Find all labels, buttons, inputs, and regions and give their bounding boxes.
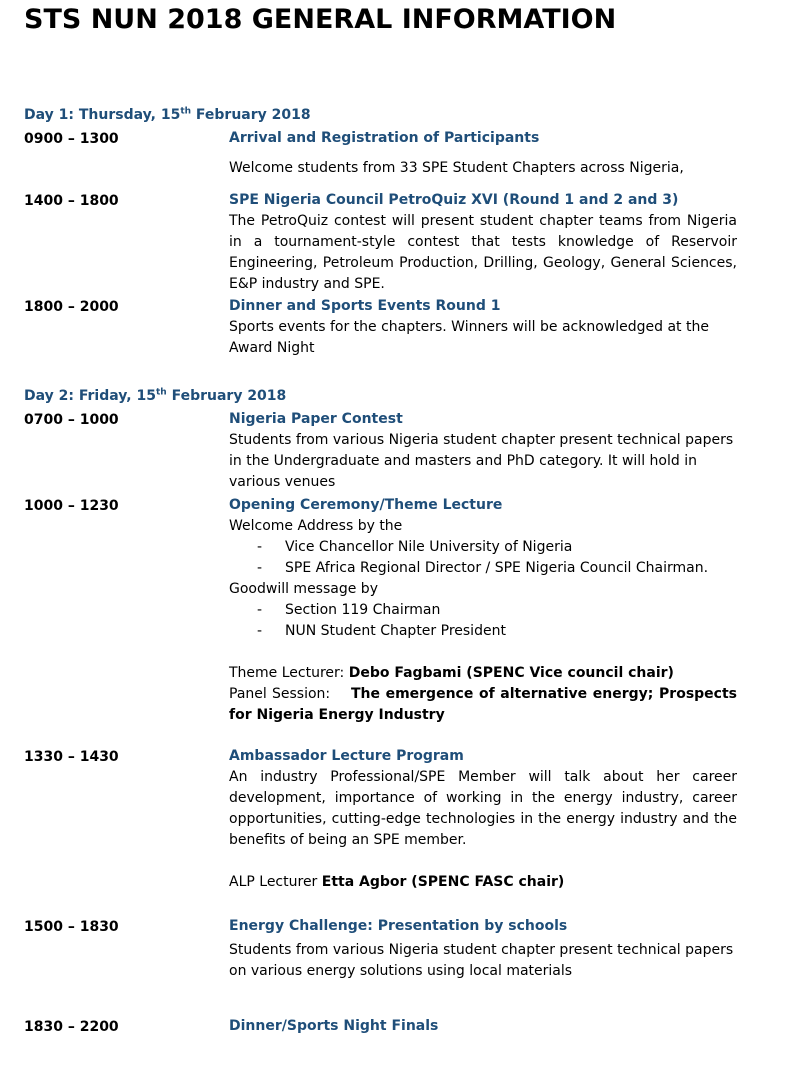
session-description: Students from various Nigeria student chapter present technical papers in the Undergraduate and masters and PhD category. It will hold in various venues [229, 432, 734, 490]
session-ambassador-lecture [229, 746, 737, 893]
session-energy-challenge [229, 916, 737, 982]
list-item: - NUN Student Chapter President [257, 623, 506, 639]
session-heading: Arrival and Registration of Participants [229, 130, 540, 146]
session-time: 1500 – 1830 [24, 919, 119, 935]
day-1-heading: Day 1: Thursday, 15th February 2018 [24, 106, 311, 123]
session-heading: Opening Ceremony/Theme Lecture [229, 497, 503, 513]
day-2-heading: Day 2: Friday, 15th February 2018 [24, 387, 287, 404]
panel-session: Panel Session: The emergence of alternative energy; Prospects for Nigeria Energy Industry [229, 686, 737, 723]
session-heading: Nigeria Paper Contest [229, 411, 403, 427]
session-dinner-sports [229, 296, 737, 359]
session-description: The PetroQuiz contest will present student chapter teams from Nigeria in a tournament-style contest that tests knowledge of Reservoir Engineering, Petroleum Production, Drilling, Geology, General Sciences, E&P industry and SPE. [229, 213, 737, 292]
goodwill-message-label: Goodwill message by [229, 581, 378, 597]
session-time: 1830 – 2200 [24, 1019, 119, 1035]
session-heading: Dinner/Sports Night Finals [229, 1018, 439, 1034]
session-description: Welcome students from 33 SPE Student Chapters across Nigeria, [229, 160, 684, 176]
session-description: Students from various Nigeria student chapter present technical papers on various energy solutions using local materials [229, 942, 734, 979]
session-arrival [229, 128, 737, 179]
session-time: 0700 – 1000 [24, 412, 119, 428]
session-paper-contest [229, 409, 737, 493]
session-time: 0900 – 1300 [24, 131, 119, 147]
session-heading: Energy Challenge: Presentation by schools [229, 918, 568, 934]
session-heading: Dinner and Sports Events Round 1 [229, 298, 501, 314]
session-description: An industry Professional/SPE Member will talk about her career development, importance of working in the energy industry, career opportunities, cutting-edge technologies in the energy industry and the benefits of being an SPE member. [229, 769, 737, 848]
list-item: - SPE Africa Regional Director / SPE Nigeria Council Chairman. [257, 560, 709, 576]
session-opening-ceremony [229, 495, 737, 726]
list-item: - Vice Chancellor Nile University of Nigeria [257, 539, 573, 555]
welcome-address-label: Welcome Address by the [229, 518, 403, 534]
alp-lecturer: ALP Lecturer Etta Agbor (SPENC FASC chair) [229, 874, 565, 890]
session-time: 1800 – 2000 [24, 299, 119, 315]
session-dinner-finals [229, 1016, 737, 1037]
session-time: 1330 – 1430 [24, 749, 119, 765]
session-petroquiz [229, 190, 737, 295]
list-item: - Section 119 Chairman [257, 602, 441, 618]
session-description: Sports events for the chapters. Winners will be acknowledged at the Award Night [229, 319, 709, 356]
session-time: 1400 – 1800 [24, 193, 119, 209]
theme-lecturer: Theme Lecturer: Debo Fagbami (SPENC Vice council chair) [229, 665, 674, 681]
page-title: STS NUN 2018 GENERAL INFORMATION [24, 4, 617, 35]
session-time: 1000 – 1230 [24, 498, 119, 514]
session-heading: SPE Nigeria Council PetroQuiz XVI (Round 1 and 2 and 3) [229, 192, 679, 208]
session-heading: Ambassador Lecture Program [229, 748, 464, 764]
